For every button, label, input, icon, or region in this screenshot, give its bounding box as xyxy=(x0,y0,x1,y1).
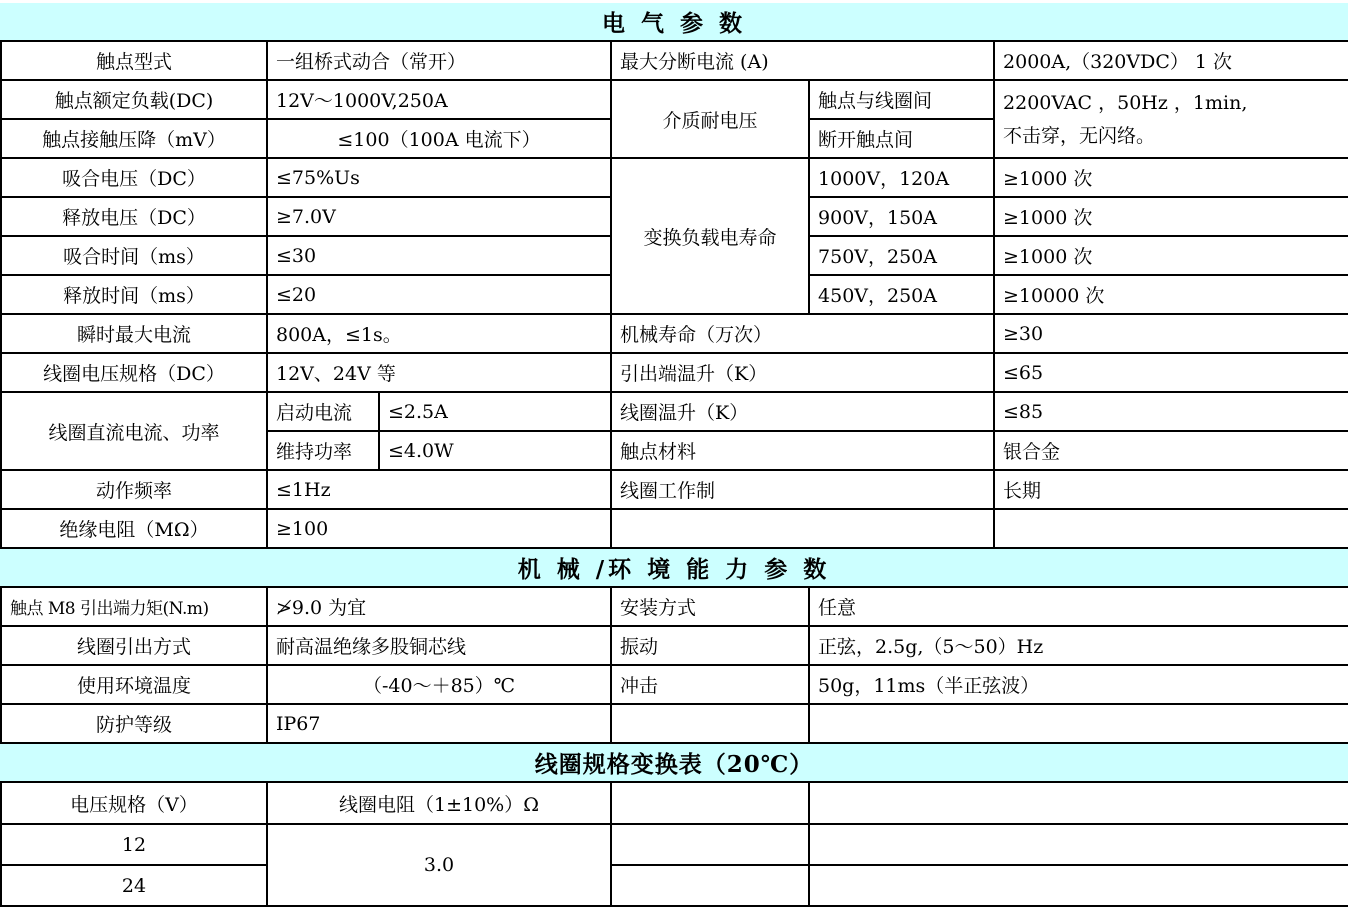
coil-resistance-column-header: 线圈电阻（1±10%）Ω xyxy=(267,782,611,824)
mechanical-life-label: 机械寿命（万次） xyxy=(611,314,994,353)
dielectric-strength-label: 介质耐电压 xyxy=(611,80,809,158)
terminal-temp-rise-label: 引出端温升（K） xyxy=(611,353,994,392)
dielectric-value-line2: 不击穿，无闪络。 xyxy=(1003,125,1156,147)
table-row xyxy=(1,314,1348,353)
ambient-temperature-label: 使用环境温度 xyxy=(1,665,267,704)
table-row xyxy=(1,470,1348,509)
coil-temp-rise-label: 线圈温升（K） xyxy=(611,392,994,431)
table-row xyxy=(1,509,1348,548)
load-life-cond-3: 750V，250A xyxy=(809,236,994,275)
coil-resistance-value: 3.0 xyxy=(267,824,611,906)
release-time-value: ≤20 xyxy=(267,275,611,314)
contact-terminal-torque-value: ≯9.0 为宜 xyxy=(267,587,611,626)
section-header-mechanical xyxy=(0,549,1348,586)
holding-power-value: ≤4.0W xyxy=(379,431,611,470)
table-row xyxy=(1,824,1348,865)
operate-time-value: ≤30 xyxy=(267,236,611,275)
insulation-resistance-value: ≥100 xyxy=(267,509,611,548)
table-row xyxy=(1,665,1348,704)
ambient-temperature-value: （-40～＋85）℃ xyxy=(267,665,611,704)
dielectric-sub-open-contact: 断开触点间 xyxy=(809,119,994,158)
coil-voltage-spec-label: 线圈电压规格（DC） xyxy=(1,353,267,392)
load-life-times-4: ≥10000 次 xyxy=(994,275,1348,314)
load-life-times-3: ≥1000 次 xyxy=(994,236,1348,275)
protection-rating-label: 防护等级 xyxy=(1,704,267,743)
dropout-voltage-label: 释放电压（DC） xyxy=(1,197,267,236)
coil-temp-rise-value: ≤85 xyxy=(994,392,1348,431)
empty-cell xyxy=(809,782,1348,824)
table-row xyxy=(1,626,1348,665)
section-header-coil-table-title: 线圈规格变换表（20℃） xyxy=(534,751,814,778)
release-time-label: 释放时间（ms） xyxy=(1,275,267,314)
load-life-cond-4: 450V，250A xyxy=(809,275,994,314)
contact-voltage-drop-label: 触点接触压降（mV） xyxy=(1,119,267,158)
contact-material-value: 银合金 xyxy=(994,431,1348,470)
table-row xyxy=(1,392,1348,431)
contact-form-value: 一组桥式动合（常开） xyxy=(267,41,611,80)
dielectric-strength-value xyxy=(994,80,1348,158)
insulation-resistance-label: 绝缘电阻（MΩ） xyxy=(1,509,267,548)
instant-max-current-label: 瞬时最大电流 xyxy=(1,314,267,353)
dielectric-value-line1: 2200VAC ，50Hz ，1min, xyxy=(1003,91,1248,114)
terminal-temp-rise-value: ≤65 xyxy=(994,353,1348,392)
contact-voltage-drop-value: ≤100（100A 电流下） xyxy=(267,119,611,158)
table-row xyxy=(1,782,1348,824)
coil-duty-value: 长期 xyxy=(994,470,1348,509)
load-life-cond-1: 1000V，120A xyxy=(809,158,994,197)
mechanical-life-value: ≥30 xyxy=(994,314,1348,353)
table-row xyxy=(1,158,1348,197)
contact-form-label: 触点型式 xyxy=(1,41,267,80)
holding-power-label: 维持功率 xyxy=(267,431,379,470)
empty-cell xyxy=(611,509,994,548)
mounting-style-value: 任意 xyxy=(809,587,1348,626)
table-row xyxy=(1,353,1348,392)
inrush-current-label: 启动电流 xyxy=(267,392,379,431)
coil-duty-label: 线圈工作制 xyxy=(611,470,994,509)
inrush-current-value: ≤2.5A xyxy=(379,392,611,431)
operating-frequency-value: ≤1Hz xyxy=(267,470,611,509)
empty-cell xyxy=(611,865,809,906)
max-breaking-current-value: 2000A,（320VDC） 1 次 xyxy=(994,41,1348,80)
table-row xyxy=(1,587,1348,626)
electrical-parameters-table xyxy=(0,40,1348,549)
vibration-value: 正弦，2.5g,（5～50）Hz xyxy=(809,626,1348,665)
coil-spec-table xyxy=(0,781,1348,907)
section-header-electrical-title: 电 气 参 数 xyxy=(601,10,747,37)
section-header-mechanical-title: 机 械 /环 境 能 力 参 数 xyxy=(517,556,831,583)
table-row xyxy=(1,865,1348,906)
load-life-label: 变换负载电寿命 xyxy=(611,158,809,314)
table-row xyxy=(1,41,1348,80)
coil-leadout-value: 耐高温绝缘多股铜芯线 xyxy=(267,626,611,665)
load-life-cond-2: 900V，150A xyxy=(809,197,994,236)
coil-leadout-label: 线圈引出方式 xyxy=(1,626,267,665)
load-life-times-1: ≥1000 次 xyxy=(994,158,1348,197)
operate-time-label: 吸合时间（ms） xyxy=(1,236,267,275)
protection-rating-value: IP67 xyxy=(267,704,611,743)
contact-material-label: 触点材料 xyxy=(611,431,994,470)
dielectric-sub-contact-coil: 触点与线圈间 xyxy=(809,80,994,119)
shock-label: 冲击 xyxy=(611,665,809,704)
table-row xyxy=(1,80,1348,119)
voltage-spec-column-header: 电压规格（V） xyxy=(1,782,267,824)
operating-frequency-label: 动作频率 xyxy=(1,470,267,509)
voltage-spec-12: 12 xyxy=(1,824,267,865)
empty-cell xyxy=(809,704,1348,743)
empty-cell xyxy=(809,865,1348,906)
contact-terminal-torque-label: 触点 M8 引出端力矩(N.m) xyxy=(1,587,267,626)
coil-dc-current-power-label: 线圈直流电流、功率 xyxy=(1,392,267,470)
table-row xyxy=(1,704,1348,743)
load-life-times-2: ≥1000 次 xyxy=(994,197,1348,236)
voltage-spec-24: 24 xyxy=(1,865,267,906)
dropout-voltage-value: ≥7.0V xyxy=(267,197,611,236)
rated-load-label: 触点额定负载(DC) xyxy=(1,80,267,119)
pickup-voltage-value: ≤75%Us xyxy=(267,158,611,197)
rated-load-value: 12V～1000V,250A xyxy=(267,80,611,119)
section-header-coil-table xyxy=(0,744,1348,781)
empty-cell xyxy=(809,824,1348,865)
empty-cell xyxy=(611,782,809,824)
empty-cell xyxy=(611,704,809,743)
max-breaking-current-label: 最大分断电流 (A) xyxy=(611,41,994,80)
shock-value: 50g，11ms（半正弦波） xyxy=(809,665,1348,704)
pickup-voltage-label: 吸合电压（DC） xyxy=(1,158,267,197)
mechanical-parameters-table xyxy=(0,586,1348,744)
coil-voltage-spec-value: 12V、24V 等 xyxy=(267,353,611,392)
vibration-label: 振动 xyxy=(611,626,809,665)
empty-cell xyxy=(994,509,1348,548)
section-header-electrical xyxy=(0,3,1348,40)
empty-cell xyxy=(611,824,809,865)
mounting-style-label: 安装方式 xyxy=(611,587,809,626)
instant-max-current-value: 800A，≤1s。 xyxy=(267,314,611,353)
